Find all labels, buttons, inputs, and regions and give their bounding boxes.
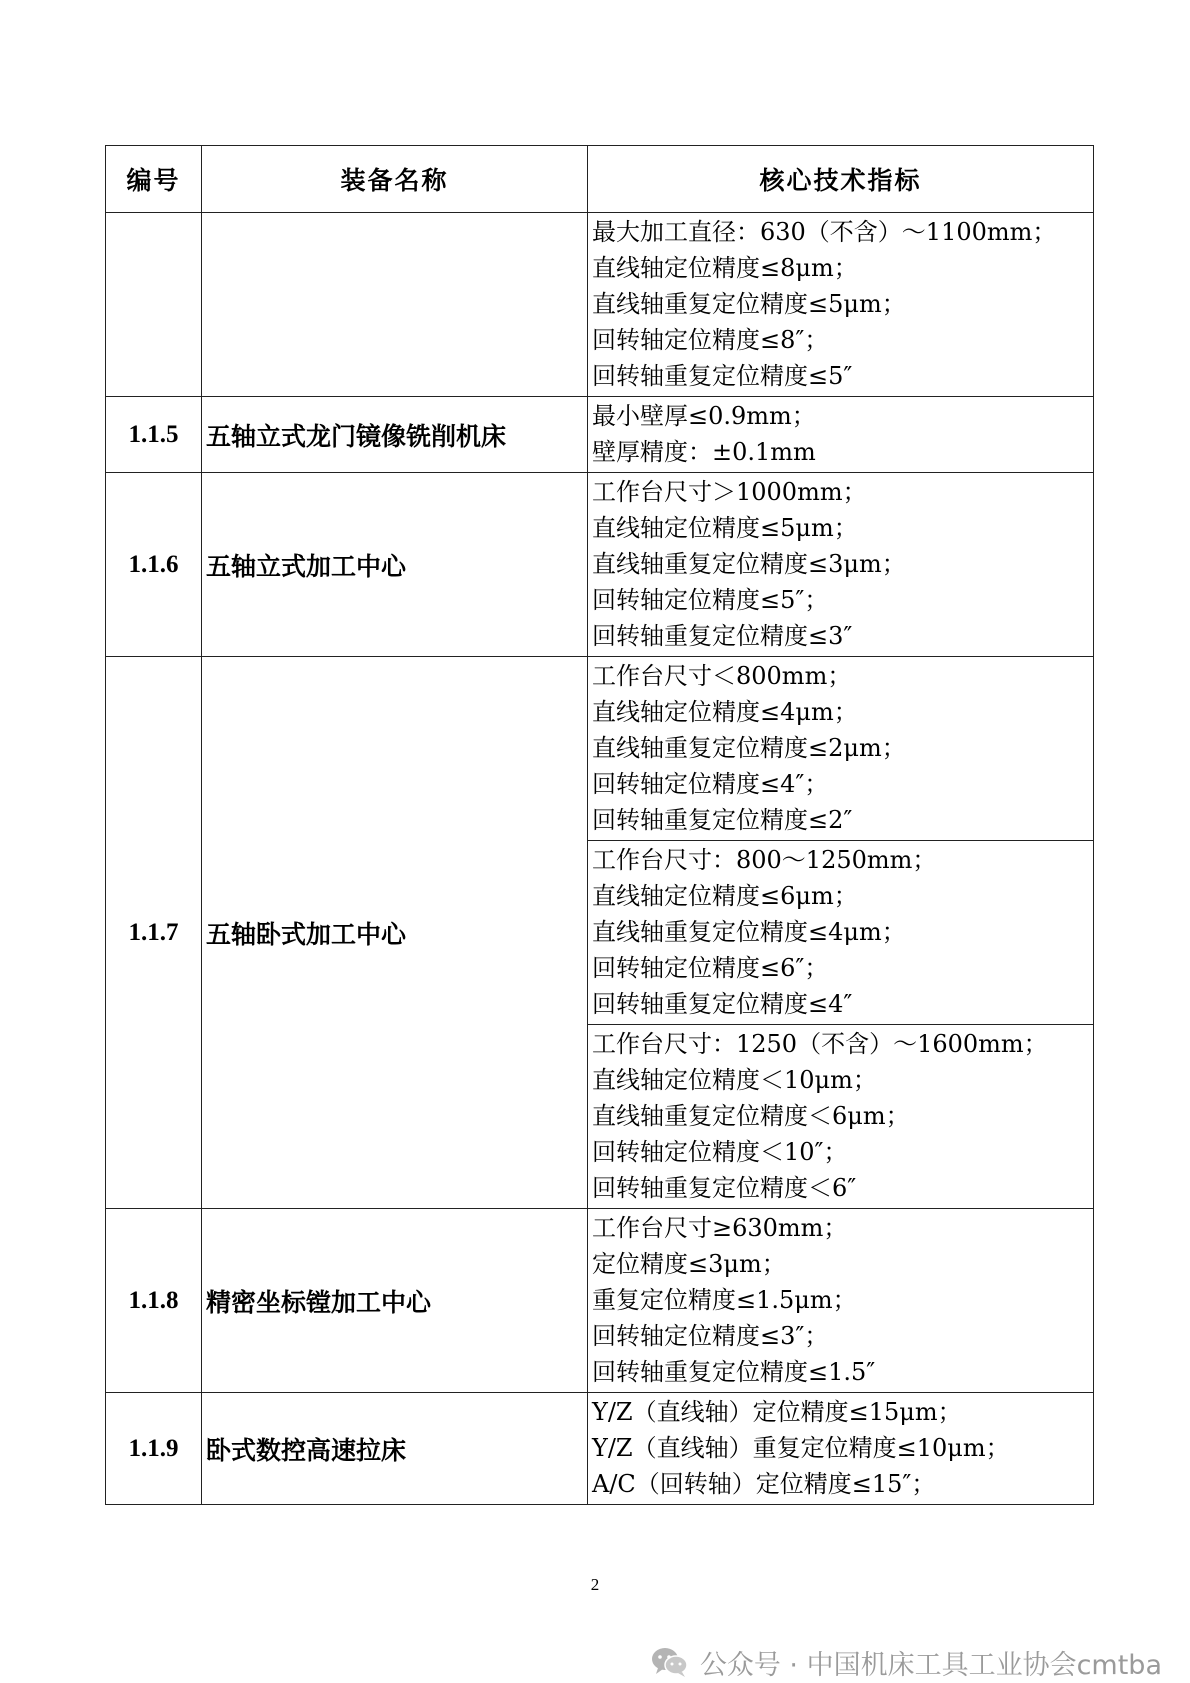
wechat-icon — [650, 1646, 690, 1678]
spec-line: 壁厚精度：±0.1mm — [592, 438, 816, 466]
spec-line: 工作台尺寸＞1000mm； — [592, 478, 867, 506]
row-id: 1.1.5 — [106, 397, 202, 473]
table-row-1-1-7 — [106, 657, 1094, 841]
row-specs-group-1 — [588, 657, 1094, 841]
spec-line: 直线轴重复定位精度＜6μm； — [592, 1102, 910, 1130]
spec-line: 回转轴定位精度＜10″； — [592, 1138, 848, 1166]
row-id — [106, 213, 202, 397]
table-row-1-1-6 — [106, 473, 1094, 657]
spec-line: Y/Z（直线轴）定位精度≤15μm； — [592, 1398, 962, 1426]
row-name: 精密坐标镗加工中心 — [202, 1209, 588, 1393]
page-number: 2 — [590, 1575, 600, 1594]
row-name: 卧式数控高速拉床 — [202, 1393, 588, 1505]
row-specs-group-2 — [588, 841, 1094, 1025]
spec-line: A/C（回转轴）定位精度≤15″； — [592, 1470, 936, 1498]
row-specs-group-3 — [588, 1025, 1094, 1209]
table-header-row — [106, 146, 1094, 213]
header-id: 编号 — [106, 146, 202, 213]
table-row-1-1-5 — [106, 397, 1094, 473]
spec-line: 回转轴重复定位精度≤4″ — [592, 990, 853, 1018]
spec-line: Y/Z（直线轴）重复定位精度≤10μm； — [592, 1434, 1010, 1462]
table-row-1-1-8 — [106, 1209, 1094, 1393]
spec-line: 直线轴重复定位精度≤4μm； — [592, 918, 906, 946]
equipment-spec-table — [105, 145, 1094, 1505]
header-name: 装备名称 — [202, 146, 588, 213]
spec-line: 回转轴重复定位精度＜6″ — [592, 1174, 857, 1202]
spec-line: 回转轴定位精度≤6″； — [592, 954, 829, 982]
spec-line: 最小壁厚≤0.9mm； — [592, 402, 816, 430]
spec-line: 直线轴定位精度≤8μm； — [592, 254, 858, 282]
spec-line: 工作台尺寸：1250（不含）～1600mm； — [592, 1030, 1048, 1058]
spec-line: 回转轴定位精度≤5″； — [592, 586, 829, 614]
spec-line: 重复定位精度≤1.5μm； — [592, 1286, 857, 1314]
header-spec: 核心技术指标 — [588, 146, 1094, 213]
row-id: 1.1.8 — [106, 1209, 202, 1393]
row-name: 五轴立式加工中心 — [202, 473, 588, 657]
spec-line: 定位精度≤3μm； — [592, 1250, 786, 1278]
spec-line: 最大加工直径：630（不含）～1100mm； — [592, 218, 1057, 246]
row-id: 1.1.6 — [106, 473, 202, 657]
spec-line: 回转轴重复定位精度≤5″ — [592, 362, 853, 390]
spec-line: 直线轴定位精度≤4μm； — [592, 698, 858, 726]
watermark-text: 公众号 · 中国机床工具工业协会cmtba — [699, 1649, 1162, 1681]
spec-line: 工作台尺寸：800～1250mm； — [592, 846, 937, 874]
spec-line: 回转轴重复定位精度≤3″ — [592, 622, 853, 650]
watermark — [650, 1642, 1162, 1682]
row-name: 五轴卧式加工中心 — [202, 657, 588, 1209]
spec-line: 直线轴定位精度≤5μm； — [592, 514, 858, 542]
row-specs — [588, 1209, 1094, 1393]
spec-line: 直线轴定位精度≤6μm； — [592, 882, 858, 910]
spec-line: 回转轴定位精度≤8″； — [592, 326, 829, 354]
spec-line: 回转轴重复定位精度≤2″ — [592, 806, 853, 834]
spec-line: 工作台尺寸≥630mm； — [592, 1214, 848, 1242]
row-specs — [588, 213, 1094, 397]
row-name: 五轴立式龙门镜像铣削机床 — [202, 397, 588, 473]
spec-line: 直线轴重复定位精度≤2μm； — [592, 734, 906, 762]
spec-line: 直线轴重复定位精度≤5μm； — [592, 290, 906, 318]
spec-line: 回转轴定位精度≤4″； — [592, 770, 829, 798]
row-id: 1.1.9 — [106, 1393, 202, 1505]
spec-line: 回转轴重复定位精度≤1.5″ — [592, 1358, 876, 1386]
spec-line: 直线轴重复定位精度≤3μm； — [592, 550, 906, 578]
table-row-1-1-9 — [106, 1393, 1094, 1505]
row-specs — [588, 473, 1094, 657]
spec-line: 回转轴定位精度≤3″； — [592, 1322, 829, 1350]
table-row-continued — [106, 213, 1094, 397]
row-specs — [588, 397, 1094, 473]
spec-line: 工作台尺寸＜800mm； — [592, 662, 852, 690]
row-name — [202, 213, 588, 397]
spec-line: 直线轴定位精度＜10μm； — [592, 1066, 877, 1094]
row-specs — [588, 1393, 1094, 1505]
row-id: 1.1.7 — [106, 657, 202, 1209]
